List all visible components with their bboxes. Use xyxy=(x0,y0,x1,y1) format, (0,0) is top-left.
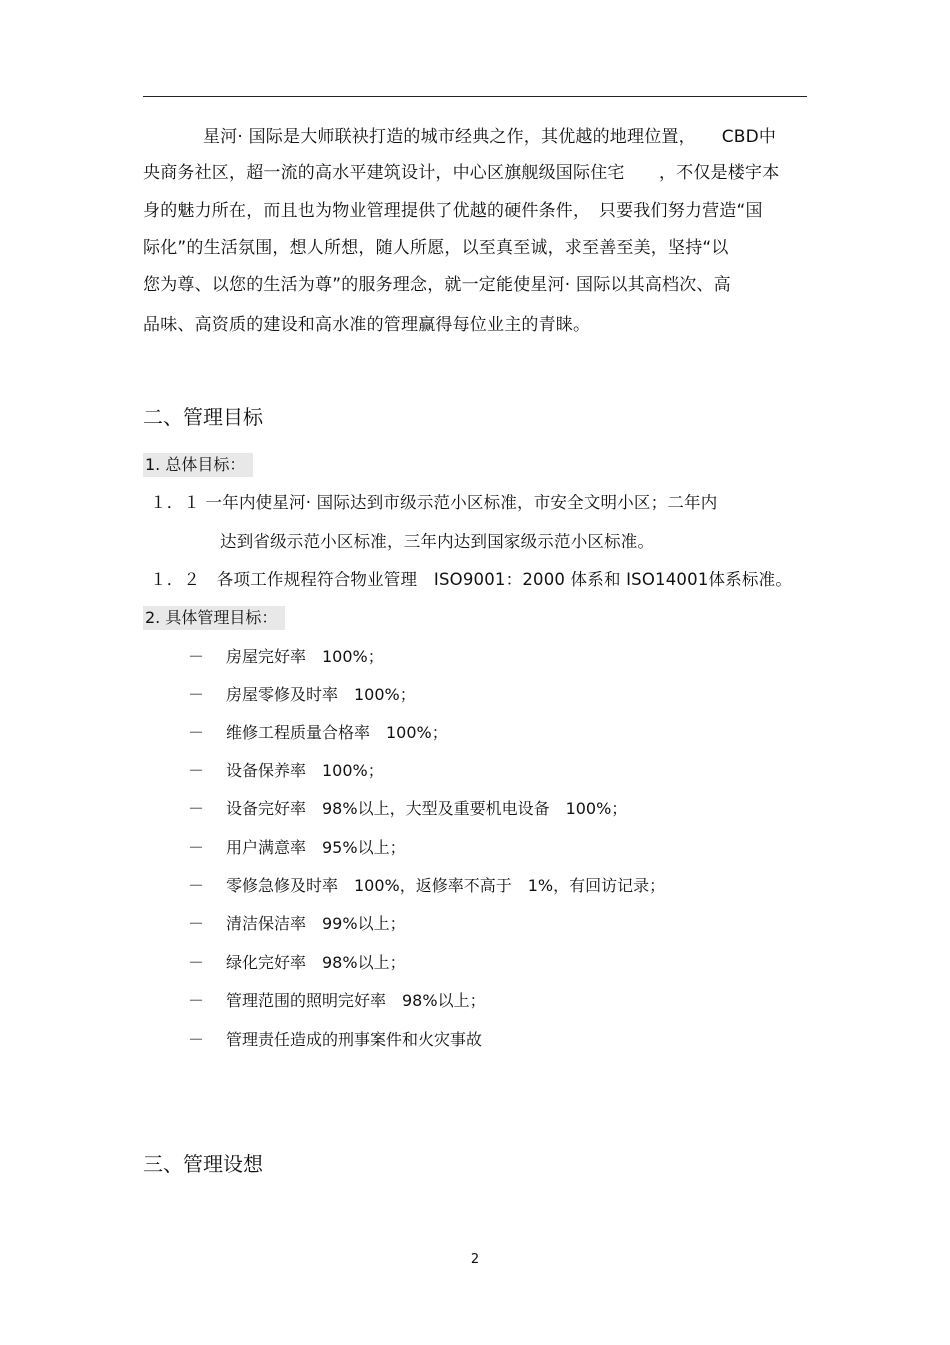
list-item-text: 设备完好率 98%以上，大型及重要机电设备 100%； xyxy=(226,799,628,818)
list-item-text: 房屋零修及时率 100%； xyxy=(226,685,416,704)
list-item-text: 清洁保洁率 99%以上； xyxy=(226,914,406,933)
list-item xyxy=(188,760,384,782)
dash-bullet: － xyxy=(188,991,205,1010)
goal-item-1-2: １．２ 各项工作规程符合物业管理 ISO9001：2000 体系和 ISO14001体系标准。 xyxy=(150,570,793,589)
subheading-specific-goals: 2. 具体管理目标： xyxy=(143,606,285,630)
header-rule xyxy=(143,96,807,97)
intro-paragraph-line: 您为尊、以您的生活为尊”的服务理念，就一定能使星河· 国际以其高档次、高 xyxy=(143,275,731,295)
subheading-overall-goals: 1. 总体目标： xyxy=(143,453,253,477)
list-item xyxy=(188,952,406,974)
list-item xyxy=(188,913,406,935)
dash-bullet: － xyxy=(188,914,205,933)
list-item-text: 维修工程质量合格率 100%； xyxy=(226,723,448,742)
dash-bullet: － xyxy=(188,953,205,972)
list-item xyxy=(188,722,448,744)
list-item-text: 用户满意率 95%以上； xyxy=(226,838,406,857)
page-number: 2 xyxy=(470,1252,480,1267)
dash-bullet: － xyxy=(188,647,205,666)
section-heading-management-concept: 三、管理设想 xyxy=(143,1152,263,1176)
list-item-text: 管理范围的照明完好率 98%以上； xyxy=(226,991,486,1010)
dash-bullet: － xyxy=(188,761,205,780)
dash-bullet: － xyxy=(188,1030,205,1049)
dash-bullet: － xyxy=(188,876,205,895)
list-item xyxy=(188,684,416,706)
goal-item-1-1-continued: 达到省级示范小区标准，三年内达到国家级示范小区标准。 xyxy=(220,532,655,551)
list-item xyxy=(188,1029,482,1051)
intro-paragraph-line: 身的魅力所在，而且也为物业管理提供了优越的硬件条件， 只要我们努力营造“国 xyxy=(143,201,763,221)
dash-bullet: － xyxy=(188,838,205,857)
list-item xyxy=(188,990,486,1012)
dash-bullet: － xyxy=(188,723,205,742)
intro-paragraph-line: 星河· 国际是大师联袂打造的城市经典之作，其优越的地理位置， CBD中 xyxy=(203,127,777,147)
list-item xyxy=(188,837,406,859)
list-item-text: 绿化完好率 98%以上； xyxy=(226,953,406,972)
list-item-text: 设备保养率 100%； xyxy=(226,761,384,780)
intro-paragraph-line: 际化”的生活氛围，想人所想，随人所愿，以至真至诚，求至善至美，坚持“以 xyxy=(143,238,729,258)
section-heading-management-goals: 二、管理目标 xyxy=(143,405,263,429)
dash-bullet: － xyxy=(188,799,205,818)
list-item xyxy=(188,646,384,668)
list-item xyxy=(188,875,665,897)
intro-paragraph-line: 品味、高资质的建设和高水准的管理赢得每位业主的青睐。 xyxy=(143,315,591,335)
list-item xyxy=(188,798,627,820)
goal-item-1-1: １．１ 一年内使星河· 国际达到市级示范小区标准，市安全文明小区；二年内 xyxy=(150,493,718,512)
intro-paragraph-line: 央商务社区，超一流的高水平建筑设计，中心区旗舰级国际住宅 ，不仅是楼宇本 xyxy=(143,163,780,183)
dash-bullet: － xyxy=(188,685,205,704)
list-item-text: 管理责任造成的刑事案件和火灾事故 xyxy=(226,1030,483,1049)
list-item-text: 零修急修及时率 100%，返修率不高于 1%，有回访记录； xyxy=(226,876,666,895)
list-item-text: 房屋完好率 100%； xyxy=(226,647,384,666)
